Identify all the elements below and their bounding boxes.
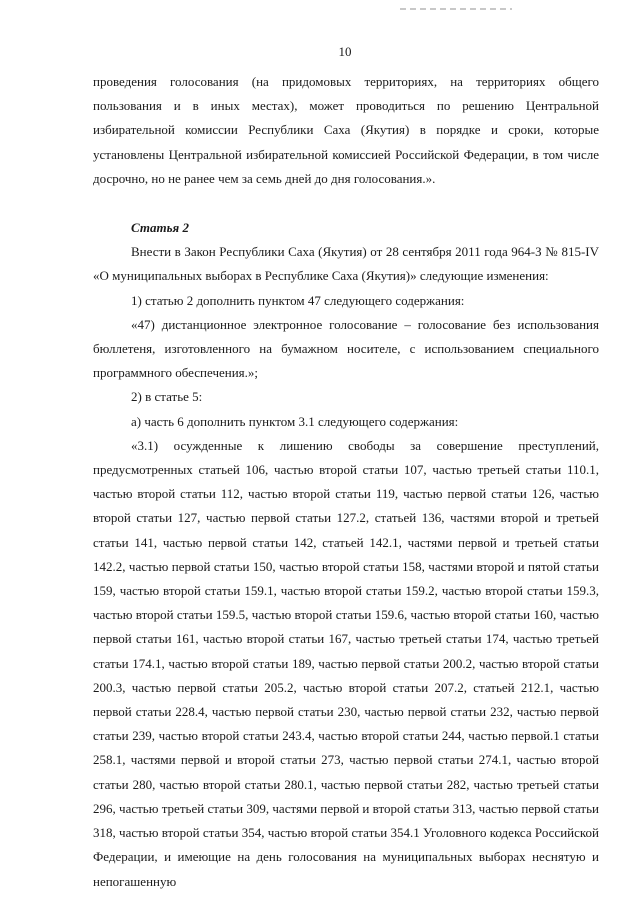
page-number: 10 <box>338 44 352 59</box>
paragraph-item-1: 1) статью 2 дополнить пунктом 47 следующего содержания: <box>131 292 465 308</box>
document-body <box>93 70 599 894</box>
paragraph-clause-3-1: «3.1) осужденные к лишению свободы за совершение преступлений, предусмотренных статьей 106, частью второй статьи 107, частью третьей статьи 110.1, частью второй статьи 112, частью второй статьи 119, частью первой статьи 126, частью второй статьи 127, частью первой статьи 127.2, статьей 136, частями второй и третьей статьи 141, частью первой статьи 142, статьей 142.1, частями первой и третьей статьи 142.2, частью первой статьи 150, частью второй статьи 158, частями второй и пятой статьи 159, частью второй статьи 159.1, частью второй статьи 159.2, частью второй статьи 159.3, частью второй статьи 159.5, частью второй статьи 159.6, частью второй статьи 160, частью первой статьи 161, частью второй статьи 167, частью третьей статьи 174, частью третьей статьи 174.1, частью второй статьи 189, частью первой статьи 200.2, частью второй статьи 200.3, частью первой статьи 205.2, частью второй статьи 207.2, статьей 212.1, частью первой статьи 228.4, частью первой статьи 230, частью первой статьи 232, частью первой статьи 239, частью второй статьи 243.4, частью второй статьи 244, частью первой.1 статьи 258.1, частями первой и второй статьи 273, частью первой статьи 274.1, частью второй статьи 280, частью второй статьи 280.1, частью первой статьи 282, частью третьей статьи 296, частью третьей статьи 309, частями первой и второй статьи 313, частью первой статьи 318, частью второй статьи 354, частью второй статьи 354.1 Уголовного кодекса Российской Федерации, и имеющие на день голосования на муниципальных выборах неснятую и непогашенную <box>93 437 599 889</box>
paragraph-subitem-a: а) часть 6 дополнить пунктом 3.1 следующего содержания: <box>131 413 459 429</box>
paragraph-continuation: проведения голосования (на придомовых территориях, на территориях общего пользования и в иных местах), может проводиться по решению Центральной избирательной комиссии Республики Саха (Якутия) в порядке и сроки, которые установлены Центральной избирательной комиссией Российской Федерации, в том числе досрочно, но не ранее чем за семь дней до дня голосования.». <box>93 74 599 186</box>
paragraph-definition-47: «47) дистанционное электронное голосование – голосование без использования бюллетеня, изготовленного на бумажном носителе, с использованием специального программного обеспечения.»; <box>93 316 599 381</box>
article-heading: Статья 2 <box>131 220 189 236</box>
paragraph-item-2: 2) в статье 5: <box>131 389 203 405</box>
scan-artifact-mark <box>400 8 512 10</box>
paragraph-amendment-intro: Внести в Закон Республики Саха (Якутия) от 28 сентября 2011 года 964-З № 815-IV «О муниципальных выборах в Республике Саха (Якутия)» следующие изменения: <box>93 244 599 284</box>
